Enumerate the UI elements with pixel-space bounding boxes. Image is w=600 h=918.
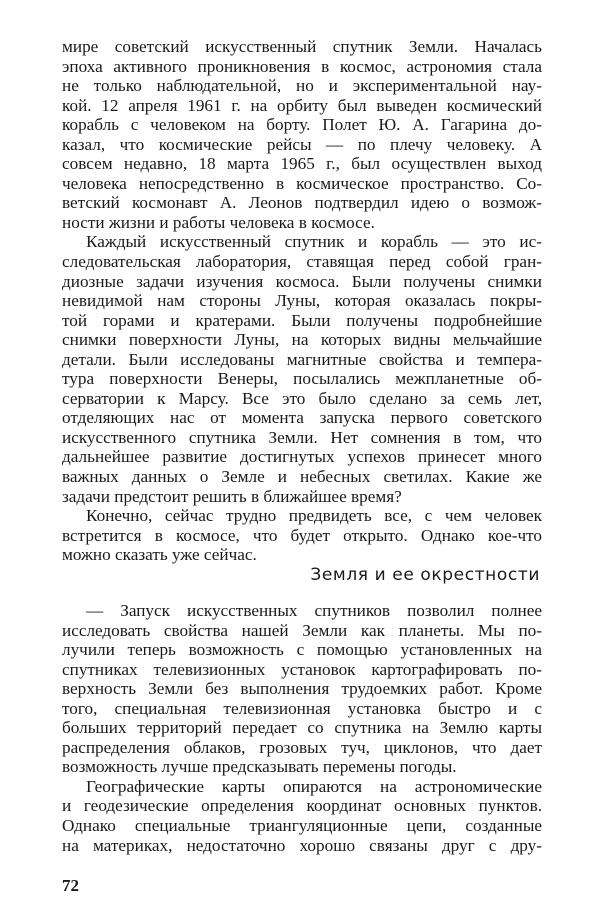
section-heading: Земля и ее окрестности: [310, 565, 540, 585]
text-line: ветский космонавт А. Леонов подтвердил идею о возмож-: [62, 193, 542, 213]
paragraph: [62, 777, 542, 855]
text-line: казал, что космические рейсы — по плечу человеку. А: [62, 134, 542, 154]
text-line: встретится в космосе, что будет открыто. Однако кое-что: [62, 525, 542, 545]
text-line: на материках, недостаточно хорошо связаны друг с дру-: [62, 835, 542, 855]
text-line: Географические карты опираются на астрономические: [86, 776, 542, 796]
paragraph: [62, 232, 542, 506]
text-line: ности жизни и работы человека в космосе.: [62, 212, 375, 232]
text-line: дальнейшее развитие достигнутых успехов принесет много: [62, 447, 542, 467]
text-line: корабль с человеком на борту. Полет Ю. А. Гагарина до-: [62, 115, 542, 135]
text-line: того, специальная телевизионная установка быстро и с: [62, 698, 542, 718]
page-number: 72: [62, 876, 79, 895]
text-line: Однако специальные триангуляционные цепи, созданные: [62, 816, 542, 836]
text-line: человека непосредственно в космическое пространство. Со-: [62, 173, 542, 193]
text-line: верхность Земли без выполнения трудоемких работ. Кроме: [62, 679, 542, 699]
text-line: можно сказать уже сейчас.: [62, 545, 257, 565]
text-line: кой. 12 апреля 1961 г. на орбиту был выведен космический: [62, 95, 542, 115]
text-line: исследовать свойства нашей Земли как планеты. Мы по-: [62, 620, 542, 640]
text-line: не только наблюдательной, но и экспериментальной нау-: [62, 76, 542, 96]
text-line: спутниках телевизионных установок картографировать по-: [62, 659, 542, 679]
text-line: Конечно, сейчас трудно предвидеть все, с чем человек: [86, 506, 542, 526]
text-line: больших территорий передает со спутника на Землю карты: [62, 718, 542, 738]
text-line: диозные задачи изучения космоса. Были получены снимки: [62, 271, 542, 291]
paragraph: [62, 37, 542, 232]
text-line: искусственного спутника Земли. Нет сомнения в том, что: [62, 427, 542, 447]
text-line: Каждый искусственный спутник и корабль — это ис-: [86, 232, 542, 252]
paragraph: [62, 506, 542, 565]
text-line: следовательская лаборатория, ставящая перед собой гран-: [62, 252, 542, 272]
text-line: серватории к Марсу. Все это было сделано за семь лет,: [62, 388, 542, 408]
text-line: мире советский искусственный спутник Земли. Началась: [62, 37, 542, 56]
text-line: — Запуск искусственных спутников позволил полнее: [86, 601, 542, 620]
text-line: задачи предстоит решить в ближайшее время?: [62, 486, 402, 506]
text-line: совсем недавно, 18 марта 1965 г., был осуществлен выход: [62, 154, 542, 174]
body-text-top: [62, 37, 542, 565]
text-line: детали. Были исследованы магнитные свойства и темпера-: [62, 349, 542, 369]
text-line: эпоха активного проникновения в космос, астрономия стала: [62, 56, 542, 76]
text-line: распределения облаков, грозовых туч, циклонов, что дает: [62, 737, 542, 757]
body-text-bottom: [62, 601, 542, 855]
text-line: снимки поверхности Луны, на которых видны мельчайшие: [62, 330, 542, 350]
text-line: и геодезические определения координат основных пунктов.: [62, 796, 542, 816]
text-line: невидимой нам стороны Луны, которая оказалась покры-: [62, 291, 542, 311]
paragraph: [62, 601, 542, 777]
text-line: возможность лучше предсказывать перемены погоды.: [62, 757, 457, 777]
text-line: важных данных о Земле и небесных светилах. Какие же: [62, 467, 542, 487]
text-line: отделяющих нас от момента запуска первого советского: [62, 408, 542, 428]
text-line: той горами и кратерами. Были получены подробнейшие: [62, 310, 542, 330]
text-line: лучили теперь возможность с помощью установленных на: [62, 640, 542, 660]
text-line: тура поверхности Венеры, посылались межпланетные об-: [62, 369, 542, 389]
